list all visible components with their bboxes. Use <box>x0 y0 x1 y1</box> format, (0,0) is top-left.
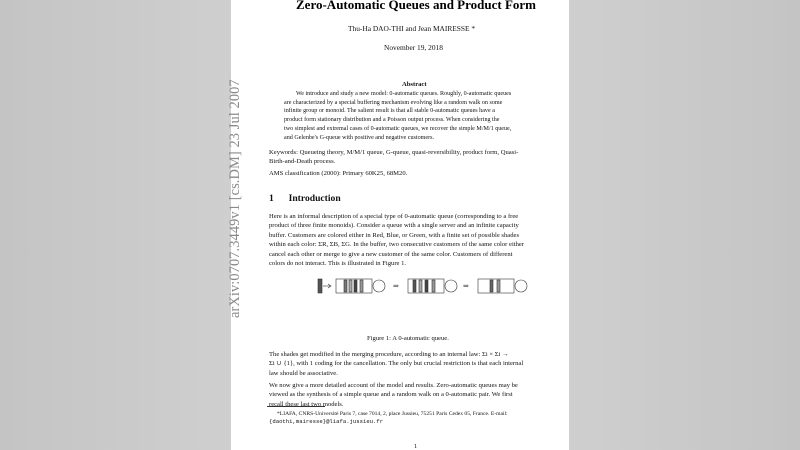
customer-shade <box>354 280 357 292</box>
right-background <box>569 0 800 450</box>
server-circle <box>445 280 457 292</box>
ams-classification: AMS classification (2000): Primary 60K25, 68M20. <box>269 170 408 177</box>
detail-paragraph <box>269 381 518 409</box>
intro-line: buffer. Customers are colored either in Red, Blue, or Green, with a finite set of possible shades <box>269 231 520 239</box>
intro-paragraph <box>269 212 524 268</box>
customer-shade <box>349 280 352 292</box>
paper-authors: Thu-Ha DAO-THI and Jean MAIRESSE * <box>348 24 476 33</box>
queue-diagram-3 <box>478 279 527 293</box>
merge-line: The shades get modified in the merging procedure, according to an internal law: Σi × Σi → <box>269 351 509 358</box>
merge-arrow: ⇒ <box>393 282 399 290</box>
abstract-line: infinite group or monoid. The salient result is that all stable 0-automatic queues have a <box>284 108 495 115</box>
paper-title: Zero-Automatic Queues and Product Form <box>296 0 536 12</box>
footnote-rule <box>267 406 325 407</box>
customer-shade <box>413 280 416 292</box>
customer-shade <box>419 280 422 292</box>
intro-line: colors do not interact. This is illustrated in Figure 1. <box>269 260 407 268</box>
intro-line: product of three finite monoids). Consider a queue with a single server and an infinite capacity <box>269 222 519 230</box>
customer-shade <box>344 280 347 292</box>
incoming-customer <box>318 279 322 293</box>
abstract-line: and Gelenbe's G-queue with positive and negative customers. <box>284 134 435 141</box>
footnote-line: *LIAFA, CNRS-Université Paris 7, case 7014, 2, place Jussieu, 75251 Paris Cedex 05, France. E-mail: <box>277 411 508 417</box>
merge-line: Σi ∪ {1}, with 1 coding for the cancellation. The only but crucial restriction is that each internal <box>269 360 524 368</box>
footnote-email: {daothi,mairesse}@liafa.jussieu.fr <box>269 418 384 425</box>
detail-line: recall these last two models. <box>269 400 344 408</box>
left-background <box>0 0 231 450</box>
merge-line: law should be associative. <box>269 369 338 377</box>
figure-caption: Figure 1: A 0-automatic queue. <box>367 335 449 342</box>
intro-line: within each color: ΣR, ΣB, ΣG. In the buffer, two consecutive customers of the same color either <box>269 241 525 249</box>
merge-arrow: ⇒ <box>463 282 469 290</box>
abstract-line: two simplest and extremal cases of 0-automatic queues, we recover the simple M/M/1 queue, <box>284 125 512 132</box>
abstract-line: are characterized by a special buffering mechanism evolving like a random walk on some <box>284 99 503 106</box>
customer-shade <box>490 280 493 292</box>
page-number: 1 <box>414 443 418 450</box>
footnote <box>269 410 508 426</box>
queue-figure <box>300 271 550 301</box>
queue-diagram-2 <box>408 279 457 293</box>
keywords-line: Keywords: Queueing theory, M/M/1 queue, G-queue, quasi-reversibility, product form, Quasi- <box>269 149 519 156</box>
section-number: 1 <box>269 193 274 204</box>
intro-line: cancel each other or merge to give a new customer of the same color. Customers of different <box>269 250 513 258</box>
buffer-box <box>478 279 514 293</box>
section-heading <box>269 193 341 204</box>
server-circle <box>373 280 385 292</box>
abstract-line: product form stationary distribution and a Poisson output process. When considering the <box>284 117 500 124</box>
customer-shade <box>497 280 500 292</box>
customer-shade <box>425 280 428 292</box>
detail-line: viewed as the synthesis of a simple queue and a random walk on a 0-automatic pair. We first <box>269 391 513 399</box>
merge-paragraph <box>269 350 523 378</box>
detail-line: We now give a more detailed account of the model and results. Zero-automatic queues may be <box>269 382 518 389</box>
keywords-line: Birth-and-Death process. <box>269 158 336 166</box>
paper-date: November 19, 2018 <box>384 43 443 52</box>
customer-shade <box>360 280 363 292</box>
arxiv-stamp: arXiv:0707.3449v1 [cs.DM] 23 Jul 2007 <box>227 79 243 318</box>
abstract-body <box>284 90 511 142</box>
intro-line: Here is an informal description of a special type of 0-automatic queue (corresponding to a free <box>269 213 519 220</box>
keywords <box>269 148 518 167</box>
customer-shade <box>432 280 435 292</box>
queue-diagram-1 <box>318 279 385 293</box>
abstract-line: We introduce and study a new model: 0-automatic queues. Roughly, 0-automatic queues <box>296 91 512 97</box>
abstract-heading: Abstract <box>402 81 427 88</box>
section-title: Introduction <box>288 193 341 204</box>
server-circle <box>515 280 527 292</box>
